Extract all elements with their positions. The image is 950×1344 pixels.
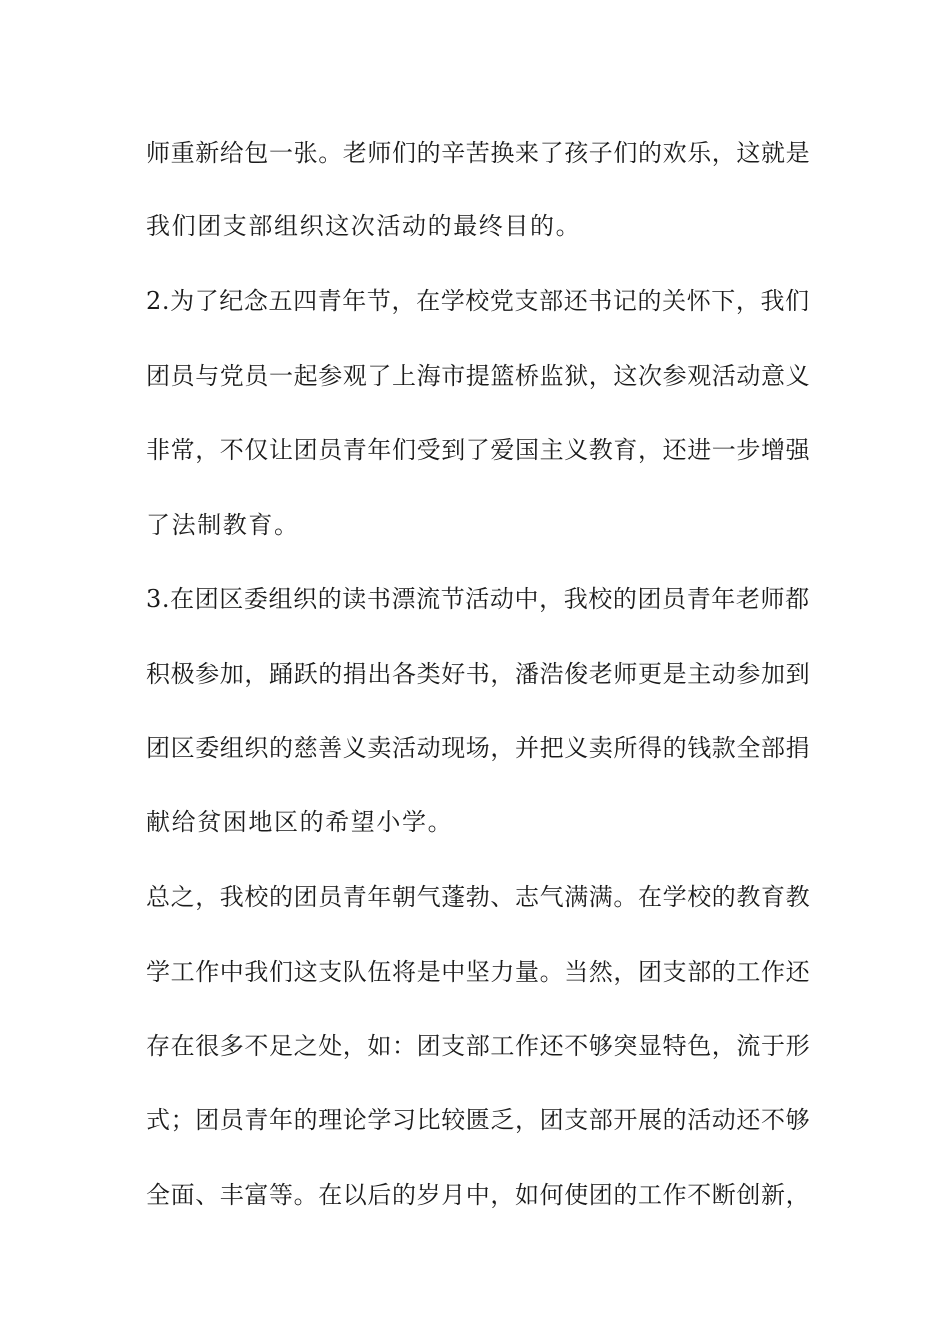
text-line: 团区委组织的慈善义卖活动现场，并把义卖所得的钱款全部捐 [146,734,811,762]
text-line: 献给贫困地区的希望小学。 [146,808,454,836]
text-line: 了法制教育。 [146,511,300,539]
text-line: 全面、丰富等。在以后的岁月中，如何使团的工作不断创新， [146,1181,811,1209]
text-line: 我们团支部组织这次活动的最终目的。 [146,212,582,240]
text-line: 积极参加，踊跃的捐出各类好书，潘浩俊老师更是主动参加到 [146,660,811,688]
text-line: 非常，不仅让团员青年们受到了爱国主义教育，还进一步增强 [146,436,811,464]
text-line: 式；团员青年的理论学习比较匮乏，团支部开展的活动还不够 [146,1106,811,1134]
text-line: 2.为了纪念五四青年节，在学校党支部还书记的关怀下，我们 [146,287,810,315]
text-line: 团员与党员一起参观了上海市提篮桥监狱，这次参观活动意义 [146,362,811,390]
text-line: 师重新给包一张。老师们的辛苦换来了孩子们的欢乐，这就是 [146,139,811,167]
text-line: 存在很多不足之处，如：团支部工作还不够突显特色，流于形 [146,1032,811,1060]
text-line: 3.在团区委组织的读书漂流节活动中，我校的团员青年老师都 [146,585,810,613]
text-line: 总之，我校的团员青年朝气蓬勃、志气满满。在学校的教育教 [146,883,811,911]
text-line: 学工作中我们这支队伍将是中坚力量。当然，团支部的工作还 [146,958,811,986]
